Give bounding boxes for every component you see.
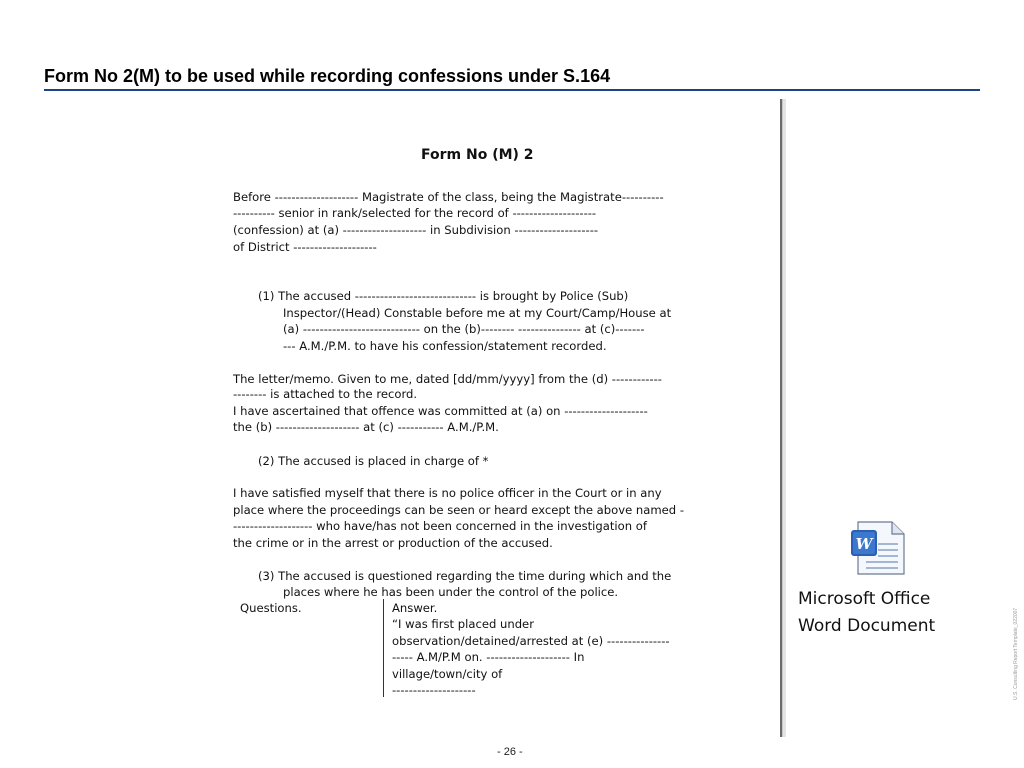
form-line: --- A.M./P.M. to have his confession/statement recorded. <box>283 339 607 353</box>
side-note: U.S. Consulting Report Template_022007 <box>1013 607 1019 700</box>
form-line: (confession) at (a) -------------------- in Subdivision -------------------- <box>233 223 599 237</box>
answer-line: village/town/city of <box>392 667 503 681</box>
svg-text:W: W <box>855 535 873 553</box>
word-document-caption[interactable] <box>798 586 935 640</box>
form-line: of District -------------------- <box>233 240 377 254</box>
title-underline <box>44 89 980 91</box>
answer-line: ----- A.M/P.M on. -------------------- In <box>392 650 585 664</box>
form-line: The letter/memo. Given to me, dated [dd/mm/yyyy] from the (d) ------------ <box>233 372 662 386</box>
form-line: I have ascertained that offence was committed at (a) on -------------------- <box>233 404 648 418</box>
form-line: -------- is attached to the record. <box>233 387 418 401</box>
form-line: the (b) -------------------- at (c) ----------- A.M./P.M. <box>233 420 499 434</box>
answer-line: observation/detained/arrested at (e) --------------- <box>392 634 670 648</box>
form-line: Before -------------------- Magistrate of the class, being the Magistrate---------- <box>233 190 664 204</box>
questions-label: Questions. <box>240 601 302 615</box>
form-heading: Form No (M) 2 <box>421 147 534 163</box>
answer-line: -------------------- <box>392 683 476 697</box>
slide-title: Form No 2(M) to be used while recording confessions under S.164 <box>44 66 611 86</box>
word-document-icon[interactable] <box>848 518 908 578</box>
form-line: (1) The accused ----------------------------- is brought by Police (Sub) <box>258 289 629 303</box>
form-line: place where the proceedings can be seen or heard except the above named - <box>233 503 685 517</box>
document-edge-shadow <box>783 99 786 737</box>
form-line: places where he has been under the control of the police. <box>283 585 619 599</box>
caption-line-2: Word Document <box>798 616 936 636</box>
form-line: Inspector/(Head) Constable before me at my Court/Camp/House at <box>283 306 672 320</box>
answer-label: Answer. <box>392 601 438 615</box>
form-line: ---------- senior in rank/selected for the record of -------------------- <box>233 206 597 220</box>
qa-divider <box>383 599 384 697</box>
form-line: (3) The accused is questioned regarding the time during which and the <box>258 569 672 583</box>
form-line: (a) ---------------------------- on the (b)-------- --------------- at (c)------- <box>283 322 645 336</box>
embedded-form-document[interactable] <box>184 99 782 737</box>
caption-line-1: Microsoft Office <box>798 589 931 609</box>
page-number: - 26 - <box>497 746 523 758</box>
form-line: the crime or in the arrest or production of the accused. <box>233 536 553 550</box>
form-line: I have satisfied myself that there is no police officer in the Court or in any <box>233 486 662 500</box>
form-line: (2) The accused is placed in charge of * <box>258 454 489 468</box>
form-line: ------------------- who have/has not been concerned in the investigation of <box>233 519 647 533</box>
answer-line: “I was first placed under <box>392 617 534 631</box>
